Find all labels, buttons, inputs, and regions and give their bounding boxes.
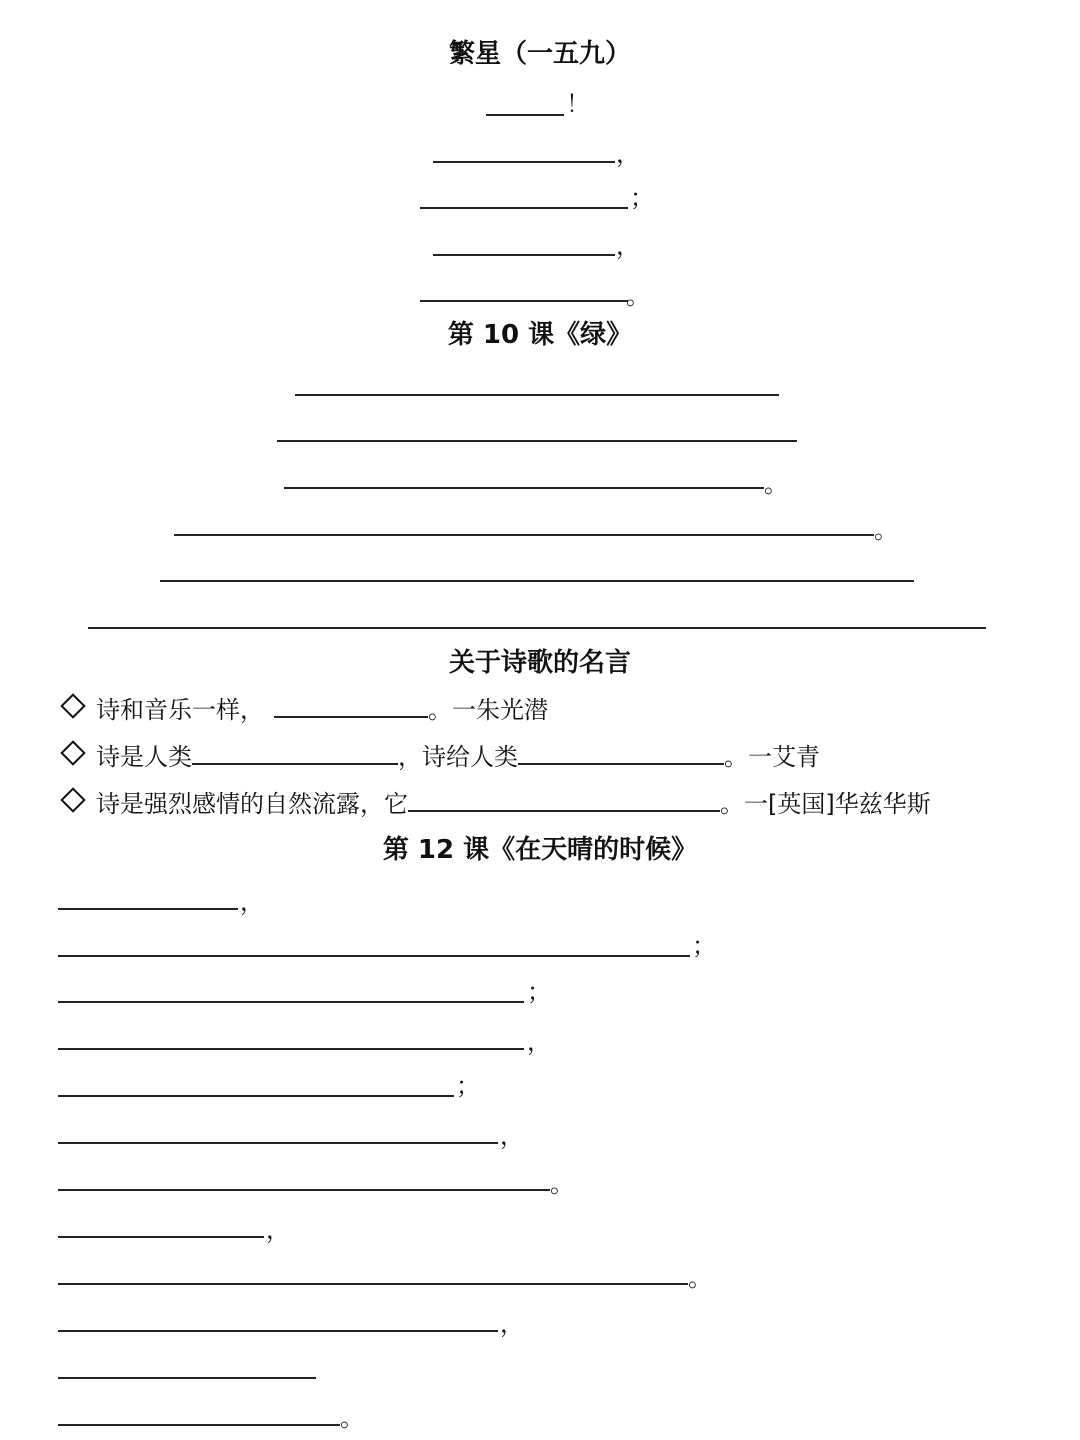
lesson12-punct-12: 。	[340, 1404, 364, 1432]
fanxing-punct-5: 。	[626, 282, 650, 310]
lesson12-blank-12[interactable]	[58, 1424, 340, 1426]
quote-item-3	[58, 788, 931, 819]
quote-3-prefix: 诗是强烈感情的自然流露，它	[96, 790, 408, 818]
lesson12-punct-2: ；	[692, 932, 716, 960]
lesson10-blank-2[interactable]	[277, 440, 797, 442]
quote-2-middle: ，诗给人类	[398, 743, 518, 771]
fanxing-punct-3: ；	[630, 184, 654, 212]
lesson10-blank-3[interactable]	[284, 487, 764, 489]
lesson12-blank-3[interactable]	[58, 1001, 524, 1003]
quotes-title: 关于诗歌的名言	[448, 648, 631, 678]
quote-item-1	[58, 694, 548, 725]
lesson12-blank-9[interactable]	[58, 1283, 688, 1285]
fanxing-punct-4: ，	[616, 232, 640, 260]
quote-3-blank[interactable]	[408, 788, 720, 812]
lesson12-blank-11[interactable]	[58, 1377, 316, 1379]
lesson12-punct-3: ；	[527, 978, 551, 1006]
lesson10-blank-4[interactable]	[174, 534, 874, 536]
quote-1-suffix: 。一朱光潜	[428, 696, 548, 724]
quote-3-suffix: 。一[英国]华兹华斯	[720, 790, 931, 818]
lesson12-blank-10[interactable]	[58, 1330, 498, 1332]
lesson10-punct-4: 。	[874, 516, 898, 544]
lesson12-blank-6[interactable]	[58, 1142, 498, 1144]
lesson10-punct-3: 。	[764, 470, 788, 498]
lesson12-punct-7: 。	[550, 1170, 574, 1198]
quote-2-blank-1[interactable]	[192, 741, 398, 765]
quote-1-blank[interactable]	[274, 694, 428, 718]
diamond-bullet-icon	[60, 693, 85, 718]
lesson12-punct-10: ，	[500, 1310, 524, 1338]
fanxing-blank-3[interactable]	[420, 207, 628, 209]
lesson12-punct-8: ，	[266, 1216, 290, 1244]
quote-item-2	[58, 741, 820, 772]
lesson12-blank-2[interactable]	[58, 955, 690, 957]
fanxing-blank-5[interactable]	[420, 300, 628, 302]
diamond-bullet-icon	[60, 740, 85, 765]
fanxing-blank-4[interactable]	[433, 254, 615, 256]
fanxing-title: 繁星（一五九）	[448, 39, 631, 69]
fanxing-punct-2: ，	[616, 140, 640, 168]
quote-2-prefix: 诗是人类	[96, 743, 192, 771]
lesson12-blank-8[interactable]	[58, 1236, 264, 1238]
lesson12-blank-1[interactable]	[58, 908, 238, 910]
lesson12-punct-9: 。	[688, 1264, 712, 1292]
fanxing-punct-1: ！	[566, 90, 590, 118]
lesson10-blank-5[interactable]	[160, 580, 914, 582]
quote-1-prefix: 诗和音乐一样，	[96, 696, 264, 724]
quote-2-suffix: 。一艾青	[724, 743, 820, 771]
lesson12-blank-4[interactable]	[58, 1048, 524, 1050]
lesson12-blank-7[interactable]	[58, 1189, 550, 1191]
lesson10-blank-1[interactable]	[295, 394, 779, 396]
diamond-bullet-icon	[60, 787, 85, 812]
lesson12-punct-6: ，	[500, 1122, 524, 1150]
quote-2-blank-2[interactable]	[518, 741, 724, 765]
fanxing-blank-2[interactable]	[433, 161, 615, 163]
lesson12-blank-5[interactable]	[58, 1095, 454, 1097]
lesson12-punct-4: ，	[527, 1028, 551, 1056]
lesson10-blank-6[interactable]	[88, 627, 986, 629]
lesson12-punct-1: ，	[240, 888, 264, 916]
lesson12-punct-5: ；	[456, 1072, 480, 1100]
fanxing-blank-1[interactable]	[486, 114, 564, 116]
lesson12-title: 第 12 课《在天晴的时候》	[382, 835, 698, 865]
lesson10-title: 第 10 课《绿》	[447, 320, 633, 350]
